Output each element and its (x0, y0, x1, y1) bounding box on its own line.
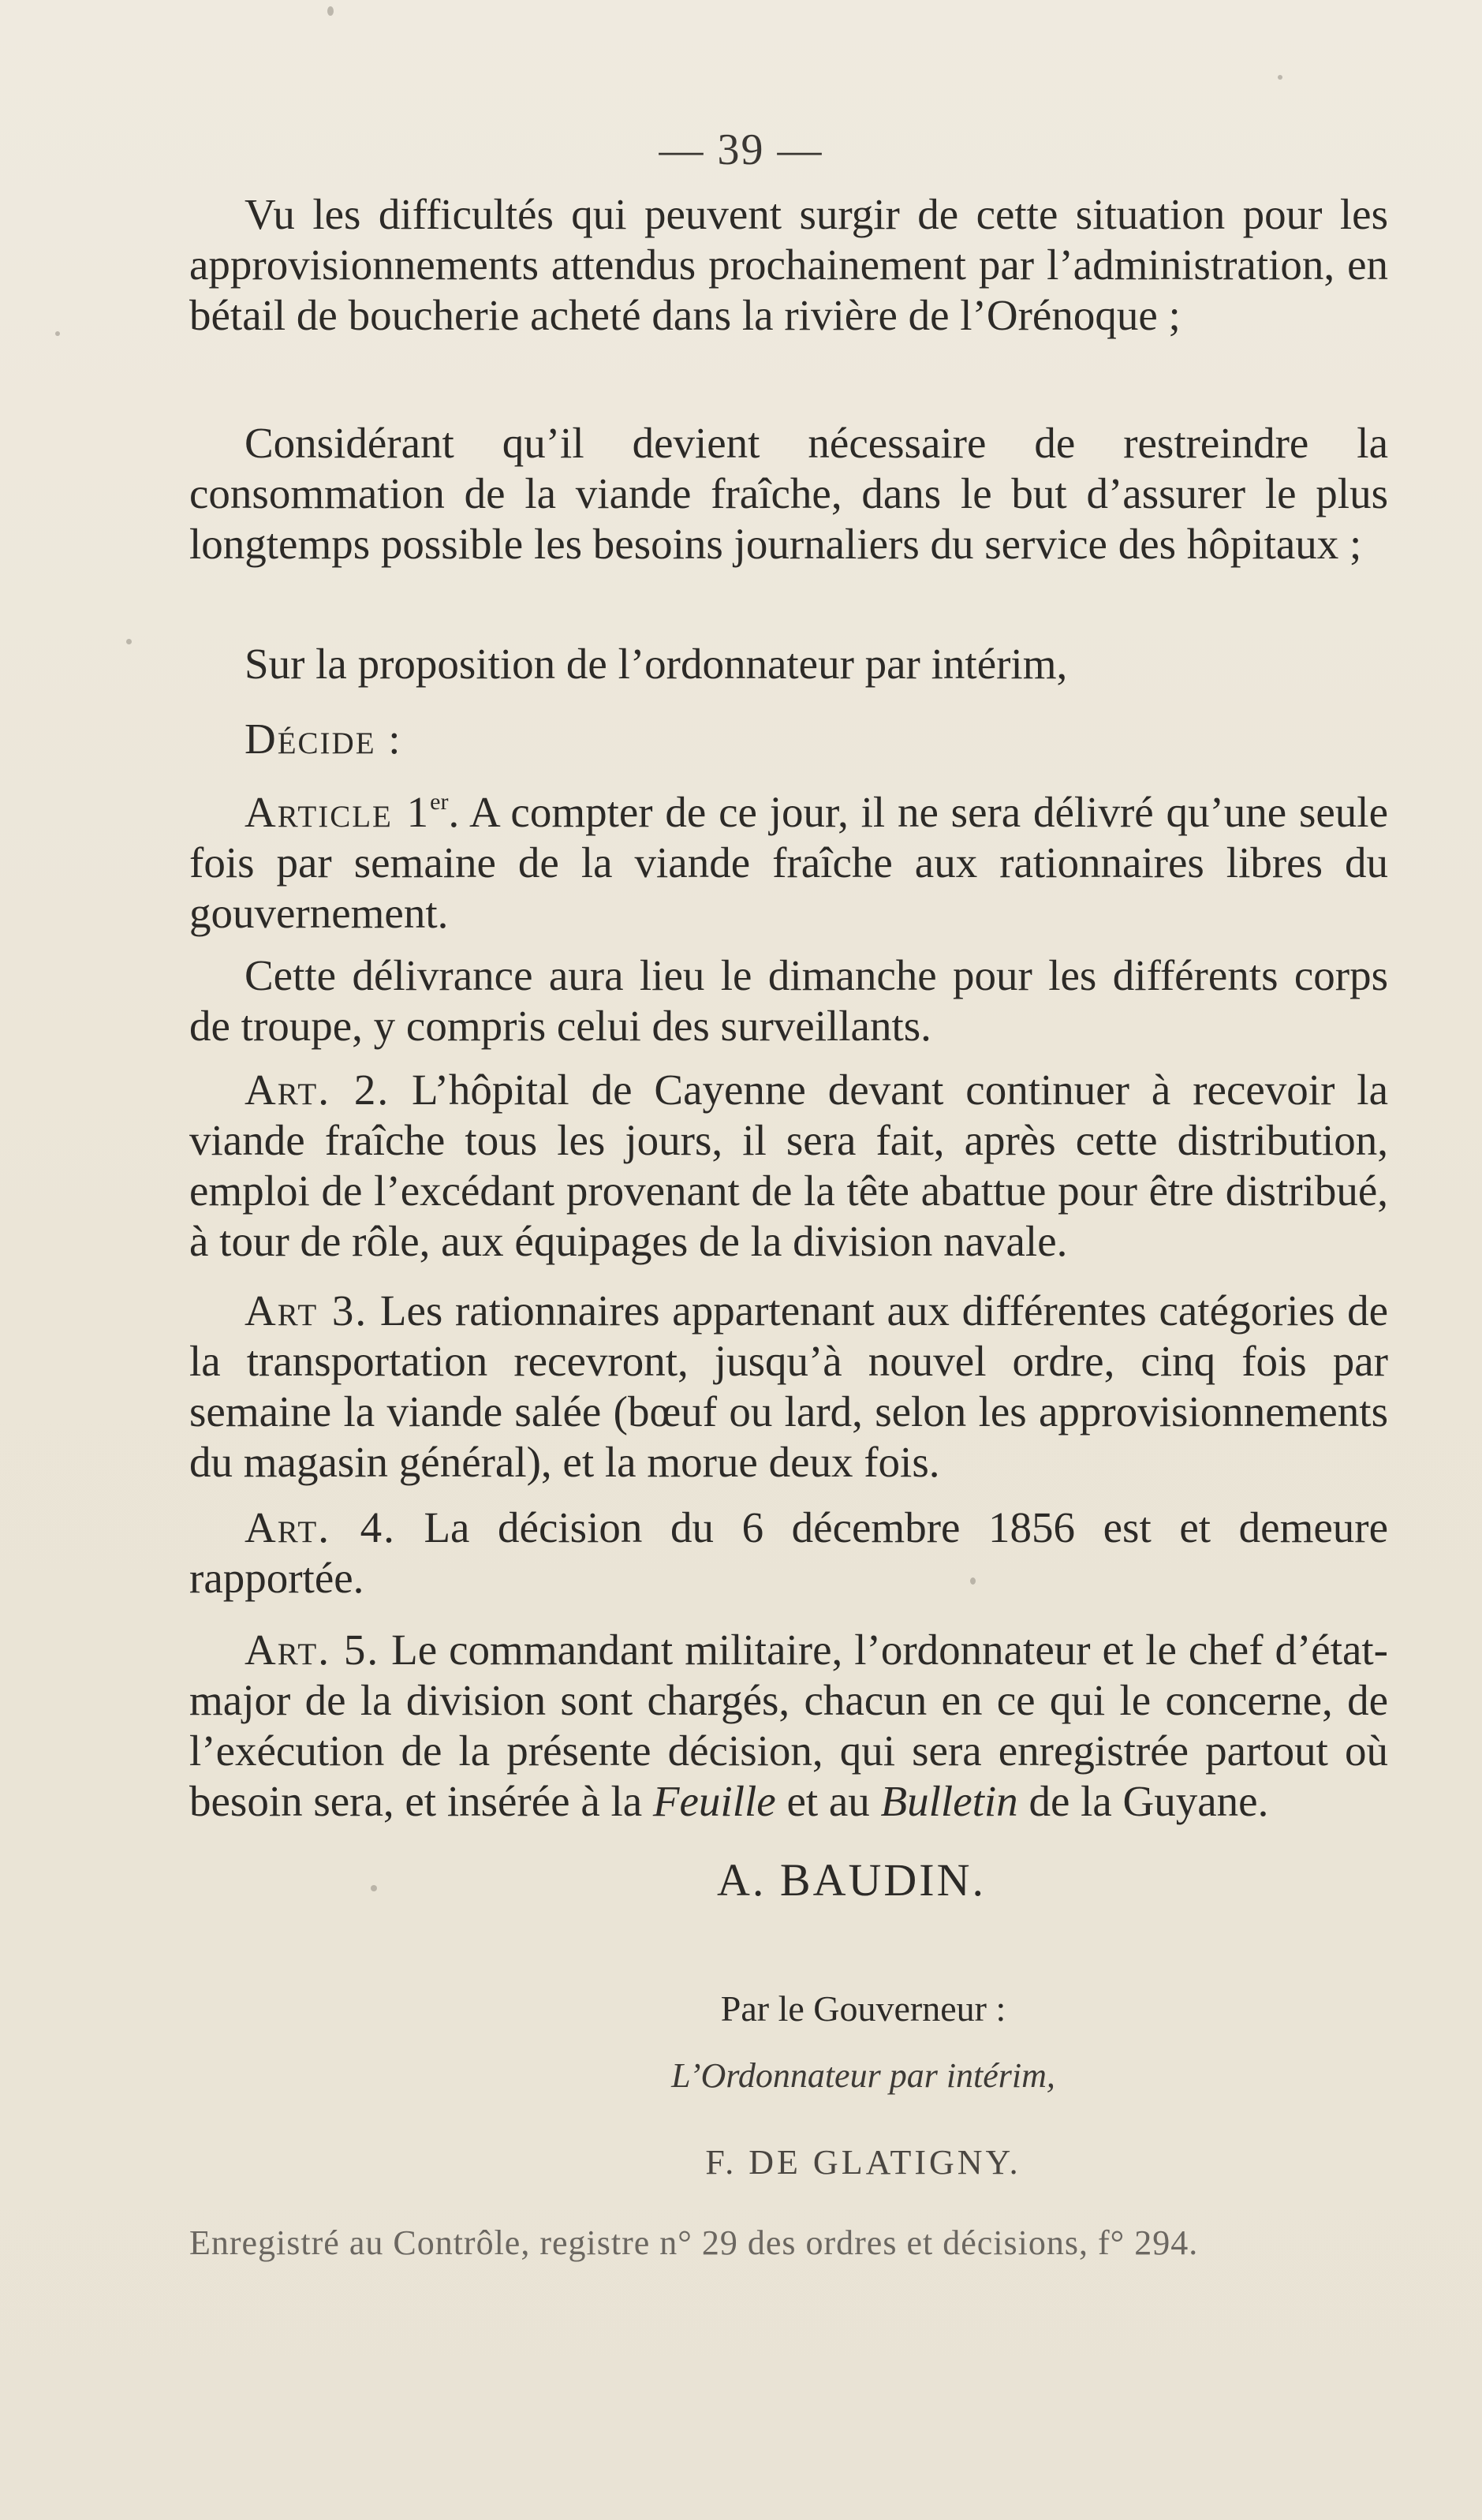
article-4-label: Art. 4. (245, 1503, 396, 1551)
bulletin-title: Bulletin (880, 1777, 1018, 1825)
article-3-text: Les rationnaires appartenant aux différentes catégories de la transportation recevront, jusqu’à nouvel ordre, cinq fois par semaine la viande salée (bœuf ou lard, selon les approvisionnements du magasin général), et la morue deux fois. (189, 1286, 1389, 1486)
article-3 (189, 1286, 1388, 1488)
paper-speck (970, 1577, 976, 1585)
article-5-text: Le commandant militaire, l’ordonnateur et le chef d’état-major de la division sont chargés, chacun en ce qui le concerne, de l’exécution de la présente décision, qui sera enregistrée partout où besoin sera, et insérée à la (189, 1626, 1388, 1825)
signature-par-gouverneur: Par le Gouverneur : (720, 1988, 1006, 2029)
paragraph-considerant-text: Considérant qu’il devient nécessaire de restreindre la consommation de la viande fraîche, dans le but d’assurer le plus longtemps possible les besoins journaliers du service des hôpitaux ; (189, 419, 1388, 568)
paragraph-proposition-text: Sur la proposition de l’ordonnateur par intérim, (245, 640, 1068, 688)
paragraph-vu (189, 189, 1388, 341)
paragraph-proposition (189, 639, 1388, 689)
signature-ordonnateur: F. DE GLATIGNY. (705, 2143, 1021, 2182)
article-1-text: . A compter de ce jour, il ne sera délivré qu’une seule fois par semaine de la viande fraîche aux rationnaires libres du gouvernement. (189, 788, 1388, 937)
signature-role: L’Ordonnateur par intérim, (671, 2056, 1055, 2095)
article-5-label: Art. 5. (245, 1626, 380, 1674)
paper-speck (327, 6, 334, 16)
paper-speck (55, 331, 60, 336)
article-2-label: Art. 2. (245, 1066, 390, 1114)
paper-speck (126, 639, 132, 644)
article-2-text: L’hôpital de Cayenne devant continuer à recevoir la viande fraîche tous les jours, il sera fait, après cette distribution, emploi de l’excédant provenant de la tête abattue pour être distribué, à tour de rôle, aux équipages de la division navale. (189, 1066, 1388, 1265)
article-5-mid: et au (775, 1777, 881, 1825)
paragraph-delivrance-text: Cette délivrance aura lieu le dimanche pour les différents corps de troupe, y compris celui des surveillants. (189, 951, 1388, 1050)
registration-note: Enregistré au Contrôle, registre n° 29 des ordres et décisions, f° 294. (189, 2223, 1199, 2262)
feuille-title: Feuille (652, 1777, 776, 1825)
page-number: — 39 — (659, 125, 823, 174)
decide-heading: Décide : (245, 715, 402, 763)
article-3-label: Art 3. (245, 1286, 368, 1335)
paragraph-delivrance (189, 950, 1388, 1051)
article-1 (189, 777, 1388, 939)
paragraph-considerant (189, 418, 1388, 569)
article-4 (189, 1503, 1388, 1603)
article-1-sup: er (430, 789, 449, 815)
article-4-text: La décision du 6 décembre 1856 est et demeure rapportée. (189, 1503, 1388, 1602)
article-5-end: de la Guyane. (1017, 1777, 1269, 1825)
paper-speck (371, 1885, 377, 1891)
article-2 (189, 1065, 1388, 1267)
article-5 (189, 1625, 1388, 1827)
paragraph-vu-text: Vu les difficultés qui peuvent surgir de cette situation pour les approvisionnements attendus prochainement par l’administration, en bétail de boucherie acheté dans la rivière de l’Orénoque ; (189, 190, 1388, 339)
signature-name: A. BAUDIN. (717, 1854, 986, 1906)
article-1-label: Article 1 (245, 788, 431, 836)
paper-speck (1278, 75, 1282, 80)
paragraph-decide (189, 714, 1388, 764)
